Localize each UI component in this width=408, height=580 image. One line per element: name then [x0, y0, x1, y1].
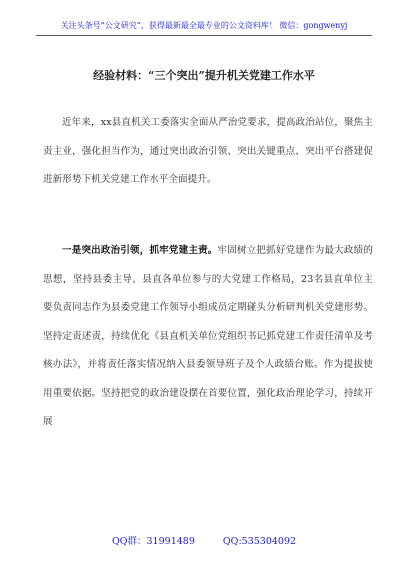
paragraph-body: 牢固树立把抓好党建作为最大政绩的思想，坚持县委主导，县直各单位参与的大党建工作格局，23名县直单位主要负责同志作为县委党建工作领导小组成员定期碰头分析研判机关党建形势。坚持定责述责，持续优化《县直机关单位党组织书记抓党建工作责任清单及考核办法》，并将责任落实情况纳入县委领导班子及个人政绩台账。作为提拔使用重要依据。坚持把党的政治建设摆在首要位置，强化政治理论学习，持续开展 [43, 245, 373, 427]
paragraph-political-guidance [43, 237, 373, 437]
footer-contact [0, 533, 408, 547]
paragraph-intro: 近年来，xx县直机关工委落实全面从严治党要求，提高政治站位，聚焦主责主业，强化担当作为，通过突出政治引领、突出关键重点、突出平台搭建促进新形势下机关党建工作水平全面提升。 [43, 117, 373, 185]
header-divider [36, 35, 372, 36]
paragraph-lead-heading: 一是突出政治引领，抓牢党建主责。 [62, 245, 218, 256]
footer-qq-group[interactable]: QQ群：31991489 [111, 536, 195, 547]
footer-qq[interactable]: QQ:535304092 [222, 536, 297, 547]
header-banner[interactable]: 关注头条号“公文研究”，获得最新最全最专业的公文资料库！ 微信：gongwenyj [60, 21, 348, 30]
document-title: 经验材料：“三个突出”提升机关党建工作水平 [93, 69, 315, 82]
